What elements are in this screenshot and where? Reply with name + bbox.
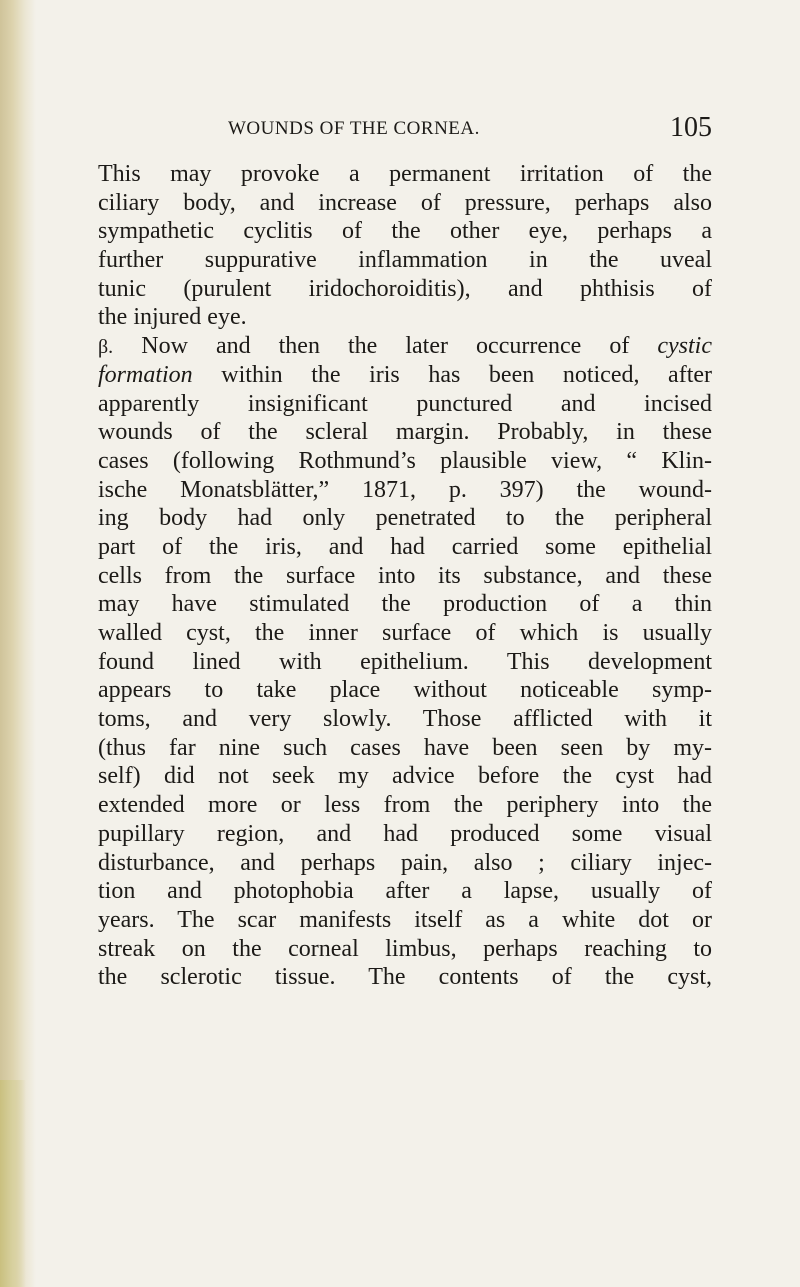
section-marker-beta: β. xyxy=(98,336,114,359)
text-line: may have stimulated the production of a thin xyxy=(98,591,712,618)
text-line: further suppurative inflammation in the uveal xyxy=(98,247,712,274)
running-head: WOUNDS OF THE CORNEA. xyxy=(228,118,480,139)
text-line: tunic (purulent iridochoroiditis), and phthisis of xyxy=(98,275,712,302)
text-line: cells from the surface into its substance, and these xyxy=(98,562,712,589)
text-line: disturbance, and perhaps pain, also ; ciliary injec- xyxy=(98,849,712,876)
text-line: wounds of the scleral margin. Probably, in these xyxy=(98,419,712,446)
paragraph-beta-first-line xyxy=(98,332,712,361)
text-line: streak on the corneal limbus, perhaps reaching to xyxy=(98,935,712,962)
page-header xyxy=(228,112,712,146)
beta-line-lead: Now and then the later occurrence of xyxy=(113,333,658,360)
text-line: extended more or less from the periphery into the xyxy=(98,792,712,819)
text-line: toms, and very slowly. Those afflicted with it xyxy=(98,706,712,733)
text-line xyxy=(98,361,712,390)
page-edge-stain xyxy=(0,1080,26,1287)
text-line: sympathetic cyclitis of the other eye, perhaps a xyxy=(98,218,712,245)
text-line: ing body had only penetrated to the peripheral xyxy=(98,505,712,532)
text-line: appears to take place without noticeable symp- xyxy=(98,677,712,704)
text-line: found lined with epithelium. This development xyxy=(98,648,712,675)
text-line: pupillary region, and had produced some visual xyxy=(98,820,712,847)
page-number: 105 xyxy=(670,112,712,143)
text-line: self) did not seek my advice before the cyst had xyxy=(98,763,712,790)
text-line-rest: within the iris has been noticed, after xyxy=(221,361,713,388)
text-line: (thus far nine such cases have been seen by my- xyxy=(98,734,712,761)
text-line: ciliary body, and increase of pressure, perhaps also xyxy=(98,189,712,216)
text-line: walled cyst, the inner surface of which is usually xyxy=(98,620,712,646)
text-line: This may provoke a permanent irritation of the xyxy=(98,161,712,187)
text-line: apparently insignificant punctured and incised xyxy=(98,390,712,417)
italic-term-cystic: cystic xyxy=(657,333,712,360)
text-line: cases (following Rothmund’s plausible view, “ Klin- xyxy=(98,447,712,474)
body-text xyxy=(98,160,712,992)
text-line: the injured eye. xyxy=(98,304,247,331)
text-line: the sclerotic tissue. The contents of the cyst, xyxy=(98,964,712,991)
text-line: ische Monatsblätter,” 1871, p. 397) the wound- xyxy=(98,476,712,503)
italic-term-formation: formation xyxy=(98,361,193,388)
text-line: years. The scar manifests itself as a white dot or xyxy=(98,906,712,933)
text-line: tion and photophobia after a lapse, usually of xyxy=(98,878,712,905)
text-line: part of the iris, and had carried some epithelial xyxy=(98,533,712,560)
